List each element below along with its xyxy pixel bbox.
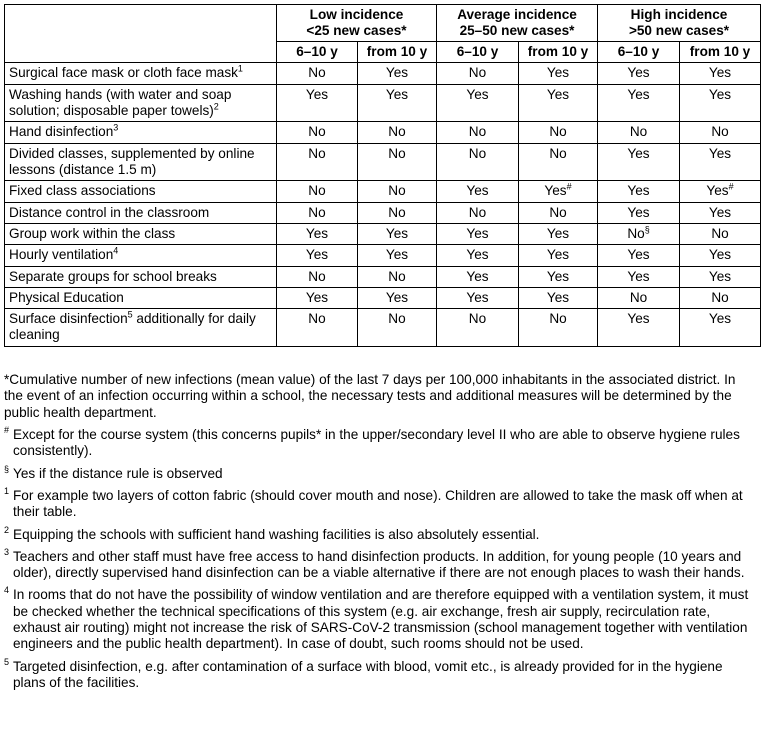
value-mark: § [644,224,650,235]
footnotes [4,372,756,697]
value-text: No [468,204,487,220]
table-row [5,309,761,347]
header-corner-cell [5,5,277,63]
value-text: Yes [466,183,489,199]
footnote-marker: 1 [4,485,10,496]
footnote-ref: 1 [237,63,243,74]
value-text: No [388,124,406,140]
value-text: Yes [385,225,409,241]
table-row [5,287,761,308]
value-text: No [549,311,567,327]
value-cell [277,309,358,347]
value-text: No [388,204,406,220]
value-cell [680,245,761,266]
footnote [4,546,756,582]
value-text: No [549,145,567,161]
value-text: Yes [546,268,570,284]
value-cell [598,266,680,287]
value-text: Yes [385,65,409,81]
value-cell [598,287,680,308]
value-cell [277,266,358,287]
value-cell [519,84,598,122]
value-text: Yes [627,247,650,263]
value-text: Yes [706,183,729,199]
value-text: Yes [546,289,570,305]
row-label-cell [5,223,277,244]
value-cell [598,245,680,266]
value-cell [437,202,519,223]
table-body [5,63,761,346]
footnote [4,424,756,460]
value-text: No [468,311,487,327]
value-text: Yes [466,247,489,263]
value-cell [519,309,598,347]
row-label-suffix: additionally for daily cleaning [9,311,256,343]
footnote-ref: 4 [113,245,119,256]
value-cell [437,84,519,122]
value-text: No [388,268,406,284]
value-cell [598,309,680,347]
value-text: No [308,204,326,220]
group-header-title: Average incidence [457,7,577,22]
value-text: No [549,124,567,140]
value-text: Yes [546,225,570,241]
group-header-range: <25 new cases* [306,23,407,39]
footnote-marker: 2 [4,524,10,535]
value-text: No [308,311,326,327]
value-text: No [627,225,645,241]
group-header-range: >50 new cases* [628,23,730,39]
value-text: No [468,145,487,161]
value-text: Yes [546,86,570,102]
value-cell [519,245,598,266]
value-text: Yes [627,145,650,161]
value-text: Yes [708,247,732,263]
value-cell [598,63,680,84]
value-text: No [388,311,406,327]
value-text: Yes [305,225,329,241]
value-cell [598,181,680,202]
value-text: No [308,268,326,284]
value-cell [437,245,519,266]
row-label: Group work within the class [9,225,176,241]
footnote-ref: 2 [213,101,219,112]
value-text: Yes [546,247,570,263]
row-label: Physical Education [9,289,124,305]
value-cell [680,181,761,202]
value-cell [358,202,437,223]
value-text: No [711,124,729,140]
value-text: No [308,145,326,161]
value-cell [277,287,358,308]
row-label: Surface disinfection [9,311,128,327]
row-label: Fixed class associations [9,183,156,199]
footnote-marker: 3 [4,546,10,557]
row-label-cell [5,63,277,84]
value-text: Yes [466,289,489,305]
value-cell [519,287,598,308]
value-text: Yes [708,86,732,102]
value-cell [437,143,519,181]
value-text: Yes [305,247,329,263]
value-cell [437,63,519,84]
footnote-text: Teachers and other staff must have free access to hand disinfection products. In addition, for young people (10 years and older), directly supervised hand disinfection can be a viable alternative if there are not enough places to wash their hands. [13,548,745,581]
value-cell [598,223,680,244]
value-cell [277,84,358,122]
value-text: Yes [627,65,650,81]
value-text: No [711,289,729,305]
value-text: No [388,183,406,199]
footnote-marker: § [4,463,10,474]
value-text: Yes [708,204,732,220]
value-text: Yes [708,311,732,327]
row-label-cell [5,245,277,266]
value-cell [680,84,761,122]
group-header-row [5,5,761,42]
subheader-cell: from 10 y [680,42,761,63]
row-label-cell [5,266,277,287]
row-label-cell [5,122,277,143]
value-text: No [711,225,729,241]
value-cell [598,84,680,122]
value-cell [437,122,519,143]
value-cell [358,223,437,244]
value-cell [680,63,761,84]
value-cell [358,143,437,181]
value-cell [680,143,761,181]
subheader-cell: 6–10 y [277,42,358,63]
footnote [4,587,756,652]
value-cell [277,245,358,266]
subheader-cell: 6–10 y [598,42,680,63]
row-label: Distance control in the classroom [9,204,210,220]
value-cell [358,245,437,266]
footnote-text: *Cumulative number of new infections (mean value) of the last 7 days per 100,000 inhabitants in the associated district. In the event of an infection occurring within a school, the necessary tests and additional measures will be determined by the public health department. [4,372,736,420]
value-cell [277,143,358,181]
value-cell [277,223,358,244]
value-mark: # [728,181,734,192]
value-cell [680,223,761,244]
value-text: Yes [546,65,570,81]
footnote-marker: 5 [4,656,10,667]
row-label: Hourly ventilation [9,247,114,263]
footnote [4,372,756,421]
value-cell [519,63,598,84]
table-row [5,63,761,84]
value-text: Yes [305,289,329,305]
value-cell [598,202,680,223]
table-row [5,266,761,287]
value-cell [519,266,598,287]
value-text: Yes [466,225,489,241]
value-text: Yes [544,183,567,199]
value-text: Yes [627,204,650,220]
value-cell [680,122,761,143]
value-text: No [308,65,326,81]
value-cell [277,181,358,202]
value-text: Yes [305,86,329,102]
footnote [4,485,756,521]
footnote [4,656,756,692]
value-text: No [388,145,406,161]
value-cell [358,287,437,308]
value-cell [358,84,437,122]
value-text: Yes [708,145,732,161]
row-label-cell [5,181,277,202]
row-label-cell [5,84,277,122]
group-header-title: Low incidence [309,7,404,22]
value-cell [358,181,437,202]
footnote-text: Equipping the schools with sufficient hand washing facilities is also absolutely essential. [13,526,540,542]
row-label-cell [5,309,277,347]
value-text: No [629,289,648,305]
value-cell [519,202,598,223]
value-cell [437,223,519,244]
value-text: Yes [627,268,650,284]
value-cell [358,122,437,143]
group-header-average [437,5,598,42]
row-label: Separate groups for school breaks [9,268,217,284]
row-label-cell [5,143,277,181]
group-header-high [598,5,761,42]
value-text: Yes [708,268,732,284]
group-header-title: High incidence [630,7,728,22]
value-text: Yes [627,183,650,199]
footnote-text: Targeted disinfection, e.g. after contamination of a surface with blood, vomit etc., is already provided for in the hygiene plans of the facilities. [13,658,723,690]
subheader-cell: 6–10 y [437,42,519,63]
value-cell [519,181,598,202]
footnote [4,463,756,482]
value-mark: # [566,181,572,192]
value-cell [598,143,680,181]
value-cell [437,287,519,308]
value-text: Yes [385,247,409,263]
value-text: Yes [466,86,489,102]
measures-table [4,4,761,347]
value-cell [358,309,437,347]
value-cell [680,287,761,308]
row-label: Hand disinfection [9,124,114,140]
value-text: Yes [627,311,650,327]
footnote-text: For example two layers of cotton fabric (should cover mouth and nose). Children are allowed to take the mask off when at their table. [13,487,743,520]
footnote-text: In rooms that do not have the possibility of window ventilation and are therefore equipped with a ventilation system, it must be checked whether the technical specifications of this system (e.g. air exchange, fresh air supply, recirculation rate, exhaust air routing) might not increase the risk of SARS-CoV-2 transmission (school management together with ventilation engineers and the public health department). In case of doubt, such rooms should not be used. [13,587,749,652]
value-text: No [549,204,567,220]
value-cell [437,181,519,202]
value-cell [680,309,761,347]
row-label: Divided classes, supplemented by online lessons (distance 1.5 m) [9,145,255,177]
table-row [5,122,761,143]
value-text: Yes [466,268,489,284]
table-row [5,84,761,122]
subheader-cell: from 10 y [358,42,437,63]
table-row [5,143,761,181]
table-row [5,223,761,244]
value-text: Yes [385,86,409,102]
value-text: No [629,124,648,140]
footnote-ref: 5 [127,309,133,320]
subheader-cell: from 10 y [519,42,598,63]
footnote-text: Yes if the distance rule is observed [13,465,223,481]
value-text: No [468,65,487,81]
value-cell [598,122,680,143]
value-cell [437,266,519,287]
footnote-marker: 4 [4,585,10,596]
group-header-low [277,5,437,42]
value-text: Yes [627,86,650,102]
footnote [4,524,756,543]
row-label: Surgical face mask or cloth face mask [9,65,238,81]
table-row [5,245,761,266]
footnote-ref: 3 [113,122,119,133]
value-cell [358,266,437,287]
value-cell [277,122,358,143]
value-cell [277,202,358,223]
value-cell [519,122,598,143]
row-label-cell [5,202,277,223]
value-cell [519,223,598,244]
value-cell [680,202,761,223]
footnote-marker: # [4,424,10,435]
value-text: No [468,124,487,140]
value-cell [358,63,437,84]
value-text: No [308,124,326,140]
value-cell [519,143,598,181]
value-text: Yes [708,65,732,81]
table-row [5,181,761,202]
table-row [5,202,761,223]
row-label-cell [5,287,277,308]
value-cell [680,266,761,287]
group-header-range: 25–50 new cases* [459,23,575,39]
value-text: No [308,183,326,199]
value-text: Yes [385,289,409,305]
row-label: Washing hands (with water and soap solution; disposable paper towels) [9,86,232,118]
value-cell [277,63,358,84]
value-cell [437,309,519,347]
footnote-text: Except for the course system (this concerns pupils* in the upper/secondary level II who are able to observe hygiene rules consistently). [13,426,740,459]
